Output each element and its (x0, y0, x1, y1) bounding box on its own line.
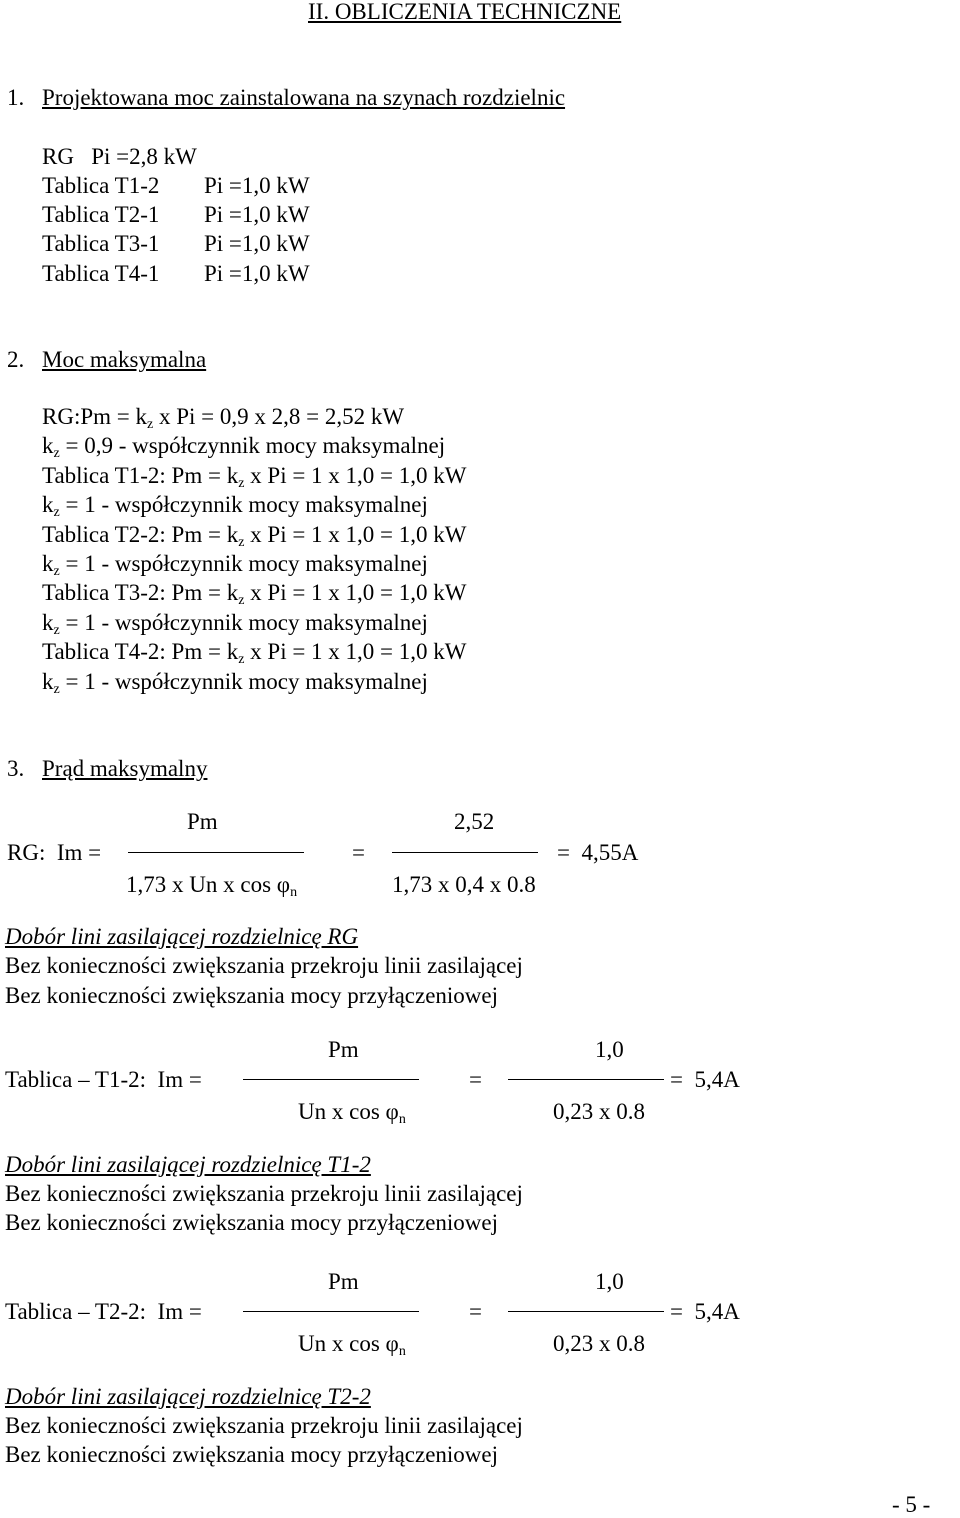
page-number: - 5 - (892, 1492, 931, 1517)
calc-line: RG:Pm = $k_z$ x Pi = 0,9 x 2,8 = 2,52 kW (42, 404, 405, 432)
section-1-number: 1. (7, 85, 25, 110)
section-2-heading: Moc maksymalna (42, 347, 207, 372)
fraction-bar (243, 1079, 419, 1080)
fraction-bar (128, 852, 304, 853)
selection-title: Dobór lini zasilającej rozdzielnicę RG (5, 924, 359, 949)
formula-denominator: 1,73 x Un x $\cos \varphi_n$ (126, 872, 298, 900)
selection-note: Bez konieczności zwiększania przekroju linii zasilającej (5, 953, 523, 978)
fraction-bar (508, 1311, 664, 1312)
fraction-bar (392, 852, 538, 853)
board-name: Tablica T3-1 (42, 231, 160, 256)
section-1-heading: Projektowana moc zainstalowana na szynach rozdzielnic (42, 85, 566, 110)
calc-line: $k_z = 1$ - współczynnik mocy maksymalnej (42, 551, 428, 579)
formula-equals: = (469, 1299, 482, 1324)
formula-lhs: Tablica – T1-2: Im = (5, 1067, 202, 1092)
calc-line: $k_z = 1$ - współczynnik mocy maksymalnej (42, 669, 428, 697)
board-name: Tablica T1-2 (42, 173, 160, 198)
formula-denominator: Un x $\cos \varphi_n$ (298, 1331, 406, 1359)
formula-denominator: 0,23 x 0.8 (553, 1099, 645, 1124)
calc-line: Tablica T3-2: $Pm = k_z$ x Pi = 1 x 1,0 = 1,0 kW (42, 580, 467, 608)
selection-note: Bez konieczności zwiększania mocy przyłączeniowej (5, 1210, 498, 1235)
board-name: Tablica T2-1 (42, 202, 160, 227)
formula-numerator: Pm (328, 1269, 359, 1294)
selection-note: Bez konieczności zwiększania mocy przyłączeniowej (5, 983, 498, 1008)
board-power: Pi =1,0 kW (204, 202, 310, 227)
formula-equals: = (469, 1067, 482, 1092)
selection-note: Bez konieczności zwiększania przekroju linii zasilającej (5, 1181, 523, 1206)
formula-lhs: RG: Im = (7, 840, 102, 865)
formula-denominator: 1,73 x 0,4 x 0.8 (392, 872, 536, 897)
formula-denominator: 0,23 x 0.8 (553, 1331, 645, 1356)
selection-note: Bez konieczności zwiększania mocy przyłączeniowej (5, 1442, 498, 1467)
calc-line: Tablica T2-2: $Pm = k_z$ x Pi = 1 x 1,0 = 1,0 kW (42, 522, 467, 550)
board-power: Pi =1,0 kW (204, 261, 310, 286)
fraction-bar (243, 1311, 419, 1312)
formula-numerator: 2,52 (454, 809, 495, 834)
formula-numerator: 1,0 (595, 1037, 624, 1062)
board-power: Pi =1,0 kW (204, 173, 310, 198)
section-2-number: 2. (7, 347, 25, 372)
section-3-heading: Prąd maksymalny (42, 756, 208, 781)
selection-title: Dobór lini zasilającej rozdzielnicę T1-2 (5, 1152, 371, 1177)
section-3-number: 3. (7, 756, 25, 781)
formula-numerator: 1,0 (595, 1269, 624, 1294)
formula-result: = 5,4A (670, 1299, 740, 1324)
formula-result: = 4,55A (557, 840, 639, 865)
calc-line: $k_z = 1$ - współczynnik mocy maksymalnej (42, 492, 428, 520)
fraction-bar (508, 1079, 664, 1080)
calc-line: Tablica T4-2: $Pm = k_z$ x Pi = 1 x 1,0 = 1,0 kW (42, 639, 467, 667)
formula-numerator: Pm (328, 1037, 359, 1062)
formula-lhs: Tablica – T2-2: Im = (5, 1299, 202, 1324)
calc-line: $k_z = 1$ - współczynnik mocy maksymalnej (42, 610, 428, 638)
selection-note: Bez konieczności zwiększania przekroju linii zasilającej (5, 1413, 523, 1438)
calc-line: $k_z = 0,9$ - współczynnik mocy maksymalnej (42, 433, 446, 461)
board-name: Tablica T4-1 (42, 261, 160, 286)
selection-title: Dobór lini zasilającej rozdzielnicę T2-2 (5, 1384, 371, 1409)
rg-power-line: RG Pi =2,8 kW (42, 144, 197, 169)
formula-denominator: Un x $\cos \varphi_n$ (298, 1099, 406, 1127)
formula-equals: = (352, 840, 365, 865)
calc-line: Tablica T1-2: $Pm = k_z$ x Pi = 1 x 1,0 = 1,0 kW (42, 463, 467, 491)
board-power: Pi =1,0 kW (204, 231, 310, 256)
page-title: II. OBLICZENIA TECHNICZNE (308, 0, 622, 24)
formula-numerator: Pm (187, 809, 218, 834)
formula-result: = 5,4A (670, 1067, 740, 1092)
